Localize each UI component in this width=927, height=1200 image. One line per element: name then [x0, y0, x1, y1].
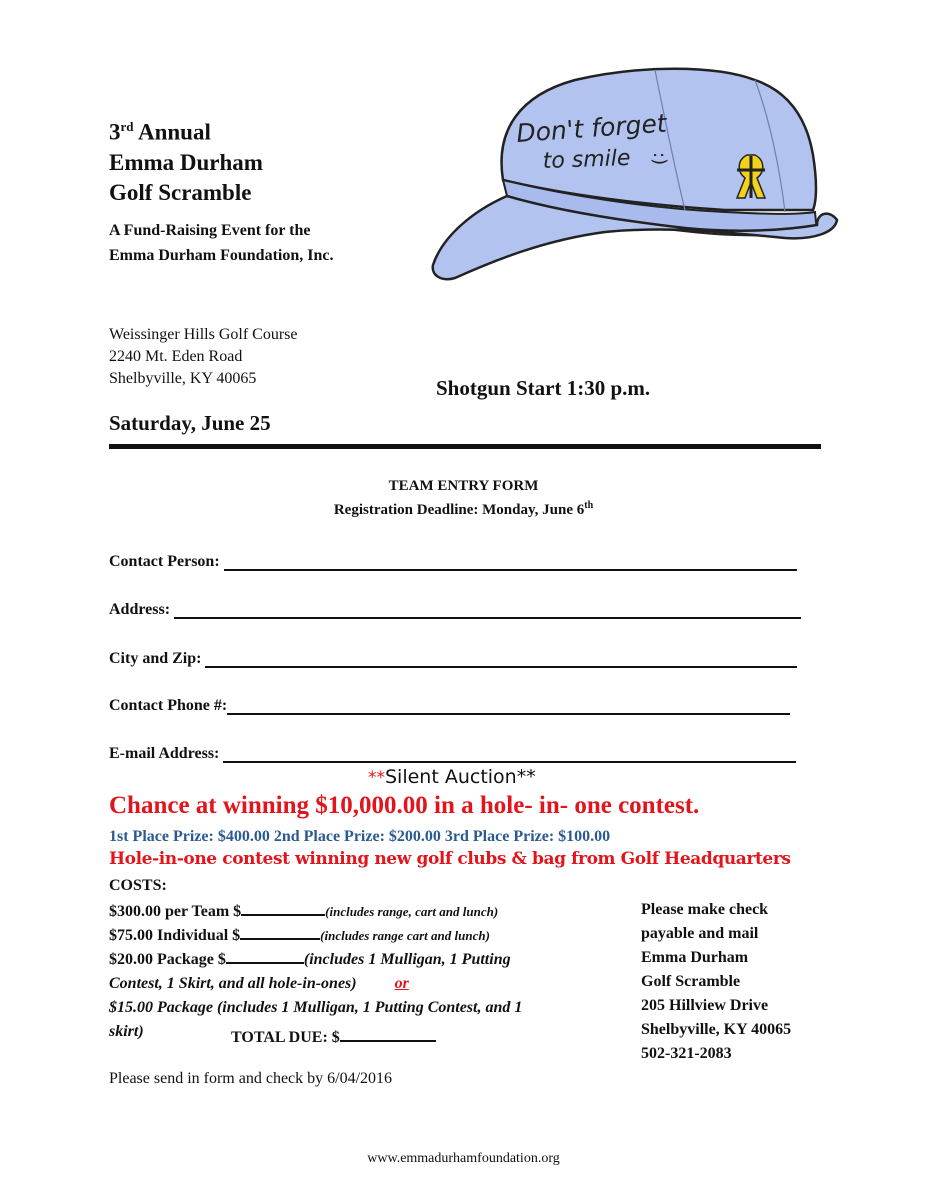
costs-heading: COSTS: — [109, 877, 167, 894]
registration-deadline: Registration Deadline: Monday, June 6th — [333, 500, 594, 518]
venue-street: 2240 Mt. Eden Road — [109, 348, 243, 365]
contact-phone-field[interactable] — [109, 697, 790, 715]
payment-line-2: payable and mail — [641, 925, 759, 942]
individual-amount-line[interactable] — [240, 924, 320, 940]
total-due-line[interactable] — [340, 1026, 436, 1042]
package-20-amount-line[interactable] — [226, 948, 304, 964]
venue-name: Weissinger Hills Golf Course — [109, 326, 298, 343]
or-text: or — [394, 975, 409, 992]
email-field[interactable] — [109, 745, 796, 763]
title-line-2: Emma Durham — [109, 149, 263, 175]
subtitle-line-2: Emma Durham Foundation, Inc. — [109, 247, 334, 264]
address-label: Address: — [109, 601, 171, 618]
individual-cost-row: $75.00 Individual $ (includes range cart and lunch) — [109, 924, 609, 948]
city-zip-field[interactable] — [109, 650, 797, 668]
payment-line-7: 502-321-2083 — [641, 1045, 732, 1062]
form-heading: TEAM ENTRY FORM — [388, 478, 539, 494]
payment-info — [641, 898, 791, 1066]
team-amount-line[interactable] — [241, 900, 325, 916]
email-label: E-mail Address: — [109, 745, 220, 762]
payment-line-1: Please make check — [641, 901, 769, 918]
website-link[interactable]: www.emmadurhamfoundation.org — [367, 1151, 560, 1166]
total-due-label: TOTAL DUE: $ — [231, 1029, 340, 1046]
package-20-row: $20.00 Package $ (includes 1 Mulligan, 1 Putting — [109, 948, 609, 972]
city-zip-line[interactable] — [205, 650, 797, 668]
package-20-row-cont: Contest, 1 Skirt, and all hole-in-ones) or — [109, 975, 409, 992]
shotgun-start: Shotgun Start 1:30 p.m. — [436, 376, 651, 400]
clubs-prize-line: Hole-in-one contest winning new golf clubs & bag from Golf Headquarters — [109, 849, 791, 869]
contact-phone-line[interactable] — [227, 697, 790, 715]
event-subtitle — [109, 218, 333, 268]
city-zip-label: City and Zip: — [109, 650, 202, 667]
payment-line-5: 205 Hillview Drive — [641, 997, 769, 1014]
smiley-icon: :) — [649, 152, 670, 166]
send-by-note: Please send in form and check by 6/04/2016 — [109, 1070, 393, 1087]
event-date: Saturday, June 25 — [109, 411, 271, 435]
contact-phone-label: Contact Phone #: — [109, 697, 228, 714]
prizes-line: 1st Place Prize: $400.00 2nd Place Prize: $200.00 3rd Place Prize: $100.00 — [109, 828, 611, 845]
hat-text-line-1: Don't forget — [515, 108, 668, 148]
subtitle-line-1: A Fund-Raising Event for the — [109, 222, 311, 239]
payment-line-4: Golf Scramble — [641, 973, 741, 990]
package-15-row: $15.00 Package (includes 1 Mulligan, 1 Putting Contest, and 1 — [109, 999, 523, 1016]
venue-city: Shelbyville, KY 40065 — [109, 370, 257, 387]
silent-auction: **Silent Auction** — [368, 766, 536, 788]
team-cost-row: $300.00 per Team $ (includes range, cart and lunch) — [109, 900, 609, 924]
address-line[interactable] — [174, 601, 801, 619]
contact-person-line[interactable] — [224, 553, 797, 571]
venue-address — [109, 324, 297, 390]
package-15-row-cont: skirt) — [109, 1023, 144, 1040]
costs-section — [109, 874, 609, 1044]
contact-person-label: Contact Person: — [109, 553, 220, 570]
hat-text-line-2: to smile — [542, 145, 631, 174]
address-field[interactable] — [109, 601, 801, 619]
payment-line-3: Emma Durham — [641, 949, 749, 966]
hole-in-one-headline: Chance at winning $10,000.00 in a hole- in- one contest. — [109, 792, 700, 819]
total-due-row — [231, 1026, 436, 1050]
payment-line-6: Shelbyville, KY 40065 — [641, 1021, 792, 1038]
title-line-3: Golf Scramble — [109, 179, 252, 205]
hat-illustration — [425, 60, 855, 295]
header-divider — [109, 444, 821, 449]
title-line-1: 3rd Annual — [109, 119, 211, 145]
event-title — [109, 112, 263, 208]
email-line[interactable] — [223, 745, 796, 763]
contact-person-field[interactable] — [109, 553, 797, 571]
